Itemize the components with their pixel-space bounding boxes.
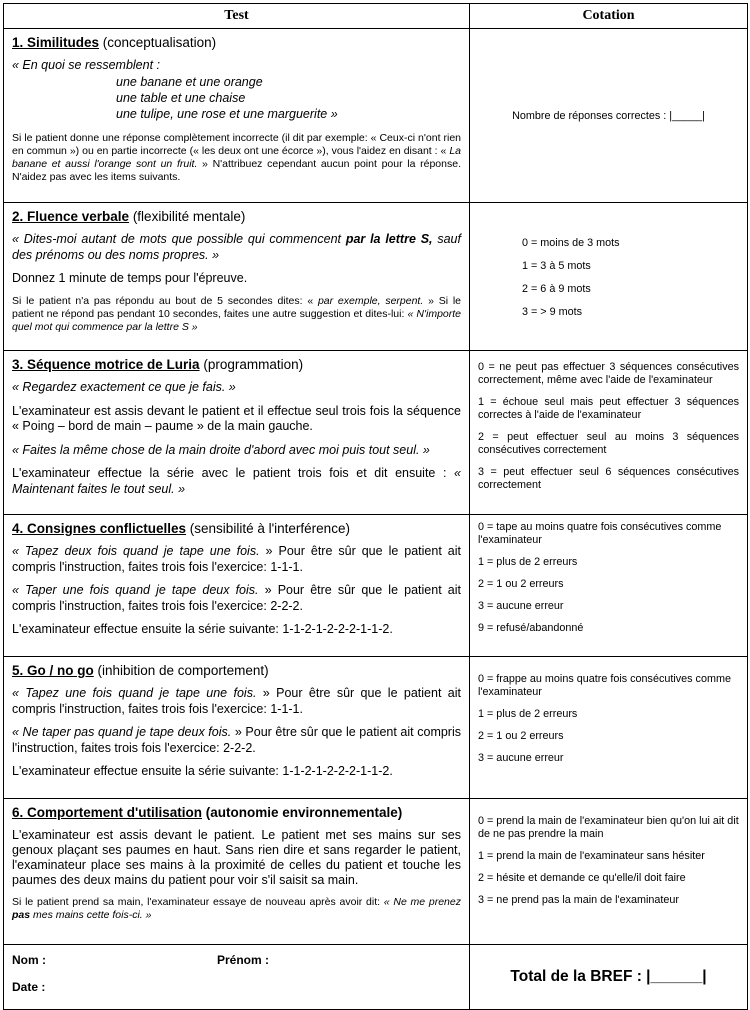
score-line: 1 = plus de 2 erreurs (478, 556, 578, 568)
section-1-test (4, 29, 470, 203)
section-4-series: L'examinateur effectue ensuite la série suivante: 1-1-2-1-2-2-2-1-1-2. (12, 622, 393, 636)
score-line: 0 = prend la main de l'examinateur bien qu'on lui ait dit de ne pas prendre la main (478, 815, 739, 840)
section-5-title: 5. Go / no go (inhibition de comportement) (12, 663, 269, 678)
section-2-test (4, 203, 470, 351)
section-3-question: « Regardez exactement ce que je fais. » (12, 380, 236, 394)
score-line: 1 = échoue seul mais peut effectuer 3 séquences correctes à l'aide de l'examinateur (478, 396, 739, 421)
section-5-row (4, 657, 748, 799)
section-5-score (470, 657, 748, 799)
score-line: 0 = ne peut pas effectuer 3 séquences consécutives correctement, même avec l'aide de l'examinateur (478, 361, 739, 386)
score-line: 0 = tape au moins quatre fois consécutives comme l'examinateur (478, 521, 722, 546)
date-label: Date : (12, 980, 46, 994)
section-5-instruction-2: « Ne taper pas quand je tape deux fois. » Pour être sûr que le patient ait compris l'instruction, faites trois fois l'exercice: 2-2-2. (12, 725, 461, 755)
nom-label: Nom : (12, 953, 46, 967)
score-line: 2 = 6 à 9 mots (522, 282, 591, 295)
section-4-score (470, 515, 748, 657)
score-line: 2 = 1 ou 2 erreurs (478, 578, 564, 590)
section-2-score (470, 203, 748, 351)
section-2-row (4, 203, 748, 351)
section-6-row (4, 799, 748, 945)
section-3-score (470, 351, 748, 515)
score-line: 0 = frappe au moins quatre fois consécutives comme l'examinateur (478, 673, 731, 698)
section-4-title: 4. Consignes conflictuelles (sensibilité à l'interférence) (12, 521, 350, 536)
section-6-test (4, 799, 470, 945)
section-5-test (4, 657, 470, 799)
section-1-item: une table et une chaise (116, 90, 246, 105)
section-4-row (4, 515, 748, 657)
section-6-score (470, 799, 748, 945)
section-6-note: Si le patient prend sa main, l'examinateur essaye de nouveau après avoir dit: « Ne me prenez pas mes mains cette fois-ci. » (12, 896, 461, 921)
section-3-test (4, 351, 470, 515)
prenom-label: Prénom : (217, 953, 270, 967)
section-3-title: 3. Séquence motrice de Luria (programmation) (12, 357, 304, 372)
footer-row (4, 945, 748, 1010)
section-3-row (4, 351, 748, 515)
score-line: 2 = peut effectuer seul au moins 3 séquences consécutives correctement (478, 431, 739, 456)
score-line: 1 = prend la main de l'examinateur sans hésiter (478, 850, 705, 862)
section-4-instruction-1: « Tapez deux fois quand je tape une fois. » Pour être sûr que le patient ait compris l'instruction, faites trois fois l'exercice: 1-1-1. (12, 544, 461, 574)
section-2-title: 2. Fluence verbale (flexibilité mentale) (12, 209, 246, 224)
section-2-question: « Dites-moi autant de mots que possible qui commencent par la lettre S, sauf des prénoms ou des noms propres. » (12, 232, 461, 262)
score-line: 3 = aucune erreur (478, 752, 564, 764)
section-2-note: Si le patient n'a pas répondu au bout de 5 secondes dites: « par exemple, serpent. » Si le patient ne répond pas pendant 10 secondes, faites une autre suggestion et dites-lui: « N'importe quel mot qui commence par la lettre S » (12, 294, 461, 333)
header-cotation: Cotation (470, 4, 748, 29)
score-line: 3 = aucune erreur (478, 600, 564, 612)
section-5-instruction-1: « Tapez une fois quand je tape une fois. » Pour être sûr que le patient ait compris l'instruction, faites trois fois l'exercice: 1-1-1. (12, 686, 461, 716)
section-4-instruction-2: « Taper une fois quand je tape deux fois. » Pour être sûr que le patient ait compris l'instruction, faites trois fois l'exercice: 2-2-2. (12, 583, 461, 613)
score-line: 1 = 3 à 5 mots (522, 259, 591, 272)
section-1-row (4, 29, 748, 203)
section-6-title: 6. Comportement d'utilisation (autonomie environnementale) (12, 805, 403, 820)
score-line: 3 = > 9 mots (522, 305, 583, 318)
score-line: 1 = plus de 2 erreurs (478, 708, 578, 720)
patient-info (4, 945, 470, 1010)
score-line: 3 = ne prend pas la main de l'examinateur (478, 894, 680, 906)
total-bref: Total de la BREF : |______| (470, 945, 748, 1010)
section-1-score: Nombre de réponses correctes : |_____| (470, 29, 748, 203)
section-4-test (4, 515, 470, 657)
section-3-instruction: L'examinateur est assis devant le patient et il effectue seul trois fois la séquence « Poing – bord de main – paume » de la main gauche. (12, 403, 461, 433)
section-1-note: Si le patient donne une réponse complètement incorrecte (il dit par exemple: « Ceux-ci n'ont rien en commun ») ou en partie incorrecte (« les deux ont une écorce »), vous l'aidez en disant : « La banane et aussi l'orange sont un fruit. » N'attribuez cependant aucun point pour la réponse. N'aidez pas avec les items suivants. (12, 131, 461, 183)
section-1-item: une banane et une orange (116, 74, 263, 89)
section-1-question: « En quoi se ressemblent : (12, 58, 160, 72)
section-3-instruction-2: L'examinateur effectue la série avec le patient trois fois et dit ensuite : « Maintenant faites le tout seul. » (12, 466, 461, 496)
section-6-instruction: L'examinateur est assis devant le patient. Le patient met ses mains sur ses genoux plaçant ses paumes en haut. Sans rien dire et sans regarder le patient, l'examinateur place ses mains à la proximité de celles du patient et touche les paumes des deux mains du patient pour voir s'il saisit sa main. (12, 828, 461, 887)
score-line: 3 = peut effectuer seul 6 séquences consécutives correctement (478, 466, 739, 491)
score-line: 0 = moins de 3 mots (522, 236, 620, 249)
header-row (4, 4, 748, 29)
section-3-question-2: « Faites la même chose de la main droite d'abord avec moi puis tout seul. » (12, 442, 430, 457)
score-line: 2 = hésite et demande ce qu'elle/il doit faire (478, 872, 686, 884)
score-line: 2 = 1 ou 2 erreurs (478, 730, 564, 742)
section-1-item: une tulipe, une rose et une marguerite » (116, 106, 338, 121)
section-1-title: 1. Similitudes (conceptualisation) (12, 35, 217, 50)
section-5-series: L'examinateur effectue ensuite la série suivante: 1-1-2-1-2-2-2-1-1-2. (12, 764, 393, 778)
section-2-instruction: Donnez 1 minute de temps pour l'épreuve. (12, 271, 248, 285)
header-test: Test (4, 4, 470, 29)
bref-table (3, 3, 748, 1010)
score-line: 9 = refusé/abandonné (478, 622, 584, 634)
